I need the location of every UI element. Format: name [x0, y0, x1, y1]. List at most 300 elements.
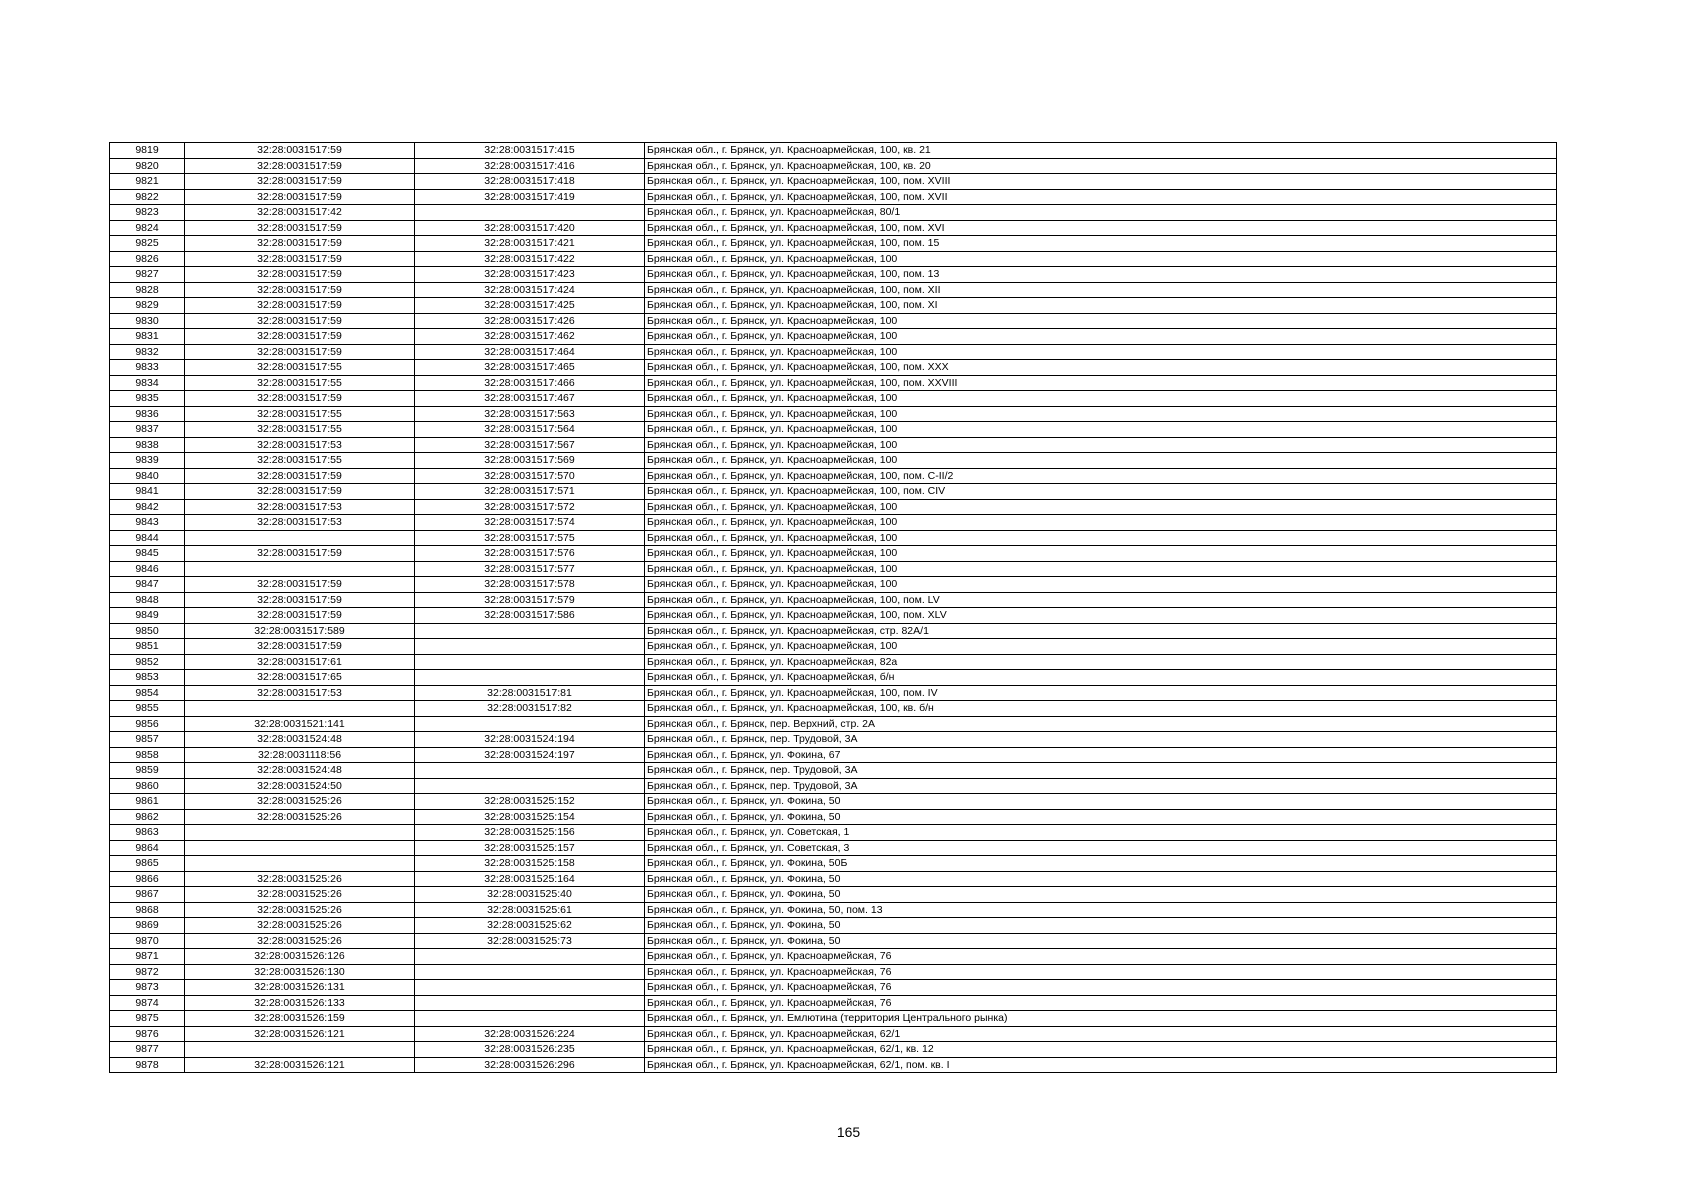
address-cell: Брянская обл., г. Брянск, ул. Красноармейская, 100: [645, 422, 1557, 438]
parcel-number-cell: 32:28:0031517:59: [185, 468, 415, 484]
address-cell: Брянская обл., г. Брянск, ул. Красноармейская, 100: [645, 344, 1557, 360]
address-cell: Брянская обл., г. Брянск, ул. Красноармейская, 100, пом. XLV: [645, 608, 1557, 624]
records-table: [109, 142, 1557, 1073]
parcel-number-cell: 32:28:0031517:59: [185, 189, 415, 205]
records-table-body: [110, 143, 1557, 1073]
object-number-cell: 32:28:0031525:164: [415, 871, 645, 887]
object-number-cell: 32:28:0031517:467: [415, 391, 645, 407]
address-cell: Брянская обл., г. Брянск, ул. Красноармейская, 62/1: [645, 1026, 1557, 1042]
table-row: [110, 577, 1557, 593]
object-number-cell: 32:28:0031517:574: [415, 515, 645, 531]
row-number-cell: 9819: [110, 143, 185, 159]
parcel-number-cell: 32:28:0031525:26: [185, 809, 415, 825]
parcel-number-cell: 32:28:0031517:59: [185, 391, 415, 407]
table-row: [110, 964, 1557, 980]
parcel-number-cell: 32:28:0031525:26: [185, 933, 415, 949]
row-number-cell: 9850: [110, 623, 185, 639]
parcel-number-cell: [185, 1042, 415, 1058]
object-number-cell: 32:28:0031517:571: [415, 484, 645, 500]
object-number-cell: [415, 995, 645, 1011]
address-cell: Брянская обл., г. Брянск, ул. Фокина, 50: [645, 918, 1557, 934]
parcel-number-cell: 32:28:0031517:59: [185, 236, 415, 252]
object-number-cell: 32:28:0031517:564: [415, 422, 645, 438]
table-row: [110, 871, 1557, 887]
object-number-cell: [415, 639, 645, 655]
table-row: [110, 670, 1557, 686]
object-number-cell: 32:28:0031517:586: [415, 608, 645, 624]
row-number-cell: 9820: [110, 158, 185, 174]
table-row: [110, 282, 1557, 298]
object-number-cell: 32:28:0031517:420: [415, 220, 645, 236]
table-row: [110, 251, 1557, 267]
table-row: [110, 902, 1557, 918]
object-number-cell: [415, 763, 645, 779]
row-number-cell: 9866: [110, 871, 185, 887]
object-number-cell: 32:28:0031517:465: [415, 360, 645, 376]
object-number-cell: 32:28:0031525:157: [415, 840, 645, 856]
object-number-cell: 32:28:0031517:464: [415, 344, 645, 360]
parcel-number-cell: 32:28:0031517:59: [185, 577, 415, 593]
row-number-cell: 9859: [110, 763, 185, 779]
table-row: [110, 778, 1557, 794]
object-number-cell: 32:28:0031517:577: [415, 561, 645, 577]
object-number-cell: 32:28:0031525:62: [415, 918, 645, 934]
table-row: [110, 794, 1557, 810]
address-cell: Брянская обл., г. Брянск, ул. Красноармейская, 100: [645, 313, 1557, 329]
table-row: [110, 406, 1557, 422]
row-number-cell: 9878: [110, 1057, 185, 1073]
table-row: [110, 267, 1557, 283]
row-number-cell: 9877: [110, 1042, 185, 1058]
row-number-cell: 9852: [110, 654, 185, 670]
row-number-cell: 9831: [110, 329, 185, 345]
row-number-cell: 9860: [110, 778, 185, 794]
parcel-number-cell: 32:28:0031525:26: [185, 902, 415, 918]
parcel-number-cell: 32:28:0031517:59: [185, 143, 415, 159]
page-number: 165: [836, 1124, 861, 1140]
row-number-cell: 9867: [110, 887, 185, 903]
address-cell: Брянская обл., г. Брянск, ул. Фокина, 50: [645, 809, 1557, 825]
object-number-cell: 32:28:0031524:197: [415, 747, 645, 763]
row-number-cell: 9873: [110, 980, 185, 996]
address-cell: Брянская обл., г. Брянск, ул. Красноармейская, 100, пом. 15: [645, 236, 1557, 252]
address-cell: Брянская обл., г. Брянск, пер. Трудовой, 3А: [645, 778, 1557, 794]
table-row: [110, 840, 1557, 856]
table-row: [110, 1011, 1557, 1027]
table-row: [110, 391, 1557, 407]
parcel-number-cell: 32:28:0031526:126: [185, 949, 415, 965]
address-cell: Брянская обл., г. Брянск, ул. Красноармейская, 100: [645, 515, 1557, 531]
table-row: [110, 468, 1557, 484]
table-row: [110, 515, 1557, 531]
address-cell: Брянская обл., г. Брянск, ул. Красноармейская, 62/1, пом. кв. I: [645, 1057, 1557, 1073]
address-cell: Брянская обл., г. Брянск, ул. Красноармейская, 76: [645, 949, 1557, 965]
address-cell: Брянская обл., г. Брянск, ул. Красноармейская, 100, пом. XVIII: [645, 174, 1557, 190]
table-row: [110, 685, 1557, 701]
parcel-number-cell: 32:28:0031517:55: [185, 375, 415, 391]
object-number-cell: 32:28:0031517:563: [415, 406, 645, 422]
address-cell: Брянская обл., г. Брянск, ул. Красноармейская, 100, пом. XVII: [645, 189, 1557, 205]
object-number-cell: 32:28:0031517:424: [415, 282, 645, 298]
table-row: [110, 592, 1557, 608]
object-number-cell: 32:28:0031525:61: [415, 902, 645, 918]
parcel-number-cell: 32:28:0031524:50: [185, 778, 415, 794]
object-number-cell: 32:28:0031517:423: [415, 267, 645, 283]
table-row: [110, 1042, 1557, 1058]
table-row: [110, 654, 1557, 670]
address-cell: Брянская обл., г. Брянск, ул. Фокина, 50: [645, 887, 1557, 903]
parcel-number-cell: 32:28:0031524:48: [185, 763, 415, 779]
table-row: [110, 220, 1557, 236]
address-cell: Брянская обл., г. Брянск, ул. Красноармейская, 82а: [645, 654, 1557, 670]
table-row: [110, 360, 1557, 376]
object-number-cell: 32:28:0031517:425: [415, 298, 645, 314]
address-cell: Брянская обл., г. Брянск, ул. Красноармейская, 100, пом. XXVIII: [645, 375, 1557, 391]
object-number-cell: 32:28:0031517:575: [415, 530, 645, 546]
table-row: [110, 189, 1557, 205]
object-number-cell: 32:28:0031517:416: [415, 158, 645, 174]
address-cell: Брянская обл., г. Брянск, ул. Красноармейская, 62/1, кв. 12: [645, 1042, 1557, 1058]
table-row: [110, 716, 1557, 732]
address-cell: Брянская обл., г. Брянск, ул. Красноармейская, 100: [645, 546, 1557, 562]
address-cell: Брянская обл., г. Брянск, ул. Красноармейская, 100: [645, 577, 1557, 593]
row-number-cell: 9826: [110, 251, 185, 267]
address-cell: Брянская обл., г. Брянск, ул. Красноармейская, 76: [645, 980, 1557, 996]
row-number-cell: 9856: [110, 716, 185, 732]
table-row: [110, 298, 1557, 314]
table-row: [110, 1026, 1557, 1042]
row-number-cell: 9821: [110, 174, 185, 190]
table-row: [110, 608, 1557, 624]
object-number-cell: 32:28:0031525:154: [415, 809, 645, 825]
parcel-number-cell: [185, 701, 415, 717]
row-number-cell: 9847: [110, 577, 185, 593]
address-cell: Брянская обл., г. Брянск, ул. Красноармейская, 100, пом. LV: [645, 592, 1557, 608]
object-number-cell: 32:28:0031517:567: [415, 437, 645, 453]
row-number-cell: 9861: [110, 794, 185, 810]
row-number-cell: 9858: [110, 747, 185, 763]
address-cell: Брянская обл., г. Брянск, ул. Красноармейская, 100, пом. IV: [645, 685, 1557, 701]
object-number-cell: 32:28:0031517:462: [415, 329, 645, 345]
parcel-number-cell: 32:28:0031526:159: [185, 1011, 415, 1027]
table-row: [110, 701, 1557, 717]
parcel-number-cell: 32:28:0031517:59: [185, 608, 415, 624]
parcel-number-cell: 32:28:0031118:56: [185, 747, 415, 763]
object-number-cell: [415, 964, 645, 980]
row-number-cell: 9862: [110, 809, 185, 825]
object-number-cell: [415, 623, 645, 639]
parcel-number-cell: 32:28:0031521:141: [185, 716, 415, 732]
row-number-cell: 9849: [110, 608, 185, 624]
parcel-number-cell: 32:28:0031517:59: [185, 158, 415, 174]
row-number-cell: 9868: [110, 902, 185, 918]
parcel-number-cell: 32:28:0031517:53: [185, 437, 415, 453]
row-number-cell: 9871: [110, 949, 185, 965]
table-row: [110, 453, 1557, 469]
parcel-number-cell: 32:28:0031517:42: [185, 205, 415, 221]
row-number-cell: 9865: [110, 856, 185, 872]
parcel-number-cell: 32:28:0031526:121: [185, 1026, 415, 1042]
object-number-cell: 32:28:0031517:81: [415, 685, 645, 701]
row-number-cell: 9839: [110, 453, 185, 469]
parcel-number-cell: 32:28:0031526:133: [185, 995, 415, 1011]
row-number-cell: 9837: [110, 422, 185, 438]
address-cell: Брянская обл., г. Брянск, ул. Фокина, 67: [645, 747, 1557, 763]
address-cell: Брянская обл., г. Брянск, ул. Красноармейская, б/н: [645, 670, 1557, 686]
table-row: [110, 732, 1557, 748]
object-number-cell: [415, 654, 645, 670]
object-number-cell: 32:28:0031526:296: [415, 1057, 645, 1073]
row-number-cell: 9843: [110, 515, 185, 531]
parcel-number-cell: 32:28:0031524:48: [185, 732, 415, 748]
table-row: [110, 344, 1557, 360]
row-number-cell: 9832: [110, 344, 185, 360]
object-number-cell: 32:28:0031525:152: [415, 794, 645, 810]
table-row: [110, 484, 1557, 500]
row-number-cell: 9824: [110, 220, 185, 236]
parcel-number-cell: 32:28:0031517:59: [185, 220, 415, 236]
parcel-number-cell: 32:28:0031526:131: [185, 980, 415, 996]
parcel-number-cell: 32:28:0031525:26: [185, 871, 415, 887]
object-number-cell: 32:28:0031517:570: [415, 468, 645, 484]
parcel-number-cell: 32:28:0031517:59: [185, 546, 415, 562]
address-cell: Брянская обл., г. Брянск, ул. Фокина, 50, пом. 13: [645, 902, 1557, 918]
object-number-cell: 32:28:0031517:466: [415, 375, 645, 391]
table-row: [110, 143, 1557, 159]
row-number-cell: 9830: [110, 313, 185, 329]
object-number-cell: 32:28:0031524:194: [415, 732, 645, 748]
address-cell: Брянская обл., г. Брянск, ул. Красноармейская, 100, пом. XVI: [645, 220, 1557, 236]
row-number-cell: 9840: [110, 468, 185, 484]
address-cell: Брянская обл., г. Брянск, ул. Красноармейская, 100, пом. С-II/2: [645, 468, 1557, 484]
parcel-number-cell: 32:28:0031525:26: [185, 887, 415, 903]
object-number-cell: 32:28:0031517:418: [415, 174, 645, 190]
table-row: [110, 329, 1557, 345]
parcel-number-cell: 32:28:0031517:59: [185, 639, 415, 655]
address-cell: Брянская обл., г. Брянск, пер. Верхний, стр. 2А: [645, 716, 1557, 732]
address-cell: Брянская обл., г. Брянск, ул. Красноармейская, 76: [645, 995, 1557, 1011]
address-cell: Брянская обл., г. Брянск, ул. Красноармейская, 100, пом. 13: [645, 267, 1557, 283]
object-number-cell: 32:28:0031517:422: [415, 251, 645, 267]
object-number-cell: [415, 205, 645, 221]
parcel-number-cell: 32:28:0031517:59: [185, 344, 415, 360]
address-cell: Брянская обл., г. Брянск, ул. Фокина, 50Б: [645, 856, 1557, 872]
address-cell: Брянская обл., г. Брянск, ул. Красноармейская, 100, кв. 20: [645, 158, 1557, 174]
parcel-number-cell: 32:28:0031517:59: [185, 313, 415, 329]
row-number-cell: 9833: [110, 360, 185, 376]
row-number-cell: 9822: [110, 189, 185, 205]
object-number-cell: 32:28:0031525:73: [415, 933, 645, 949]
parcel-number-cell: 32:28:0031517:55: [185, 360, 415, 376]
row-number-cell: 9872: [110, 964, 185, 980]
parcel-number-cell: 32:28:0031517:59: [185, 484, 415, 500]
address-cell: Брянская обл., г. Брянск, ул. Фокина, 50: [645, 794, 1557, 810]
row-number-cell: 9857: [110, 732, 185, 748]
object-number-cell: 32:28:0031517:579: [415, 592, 645, 608]
address-cell: Брянская обл., г. Брянск, ул. Красноармейская, 100: [645, 639, 1557, 655]
parcel-number-cell: 32:28:0031517:55: [185, 406, 415, 422]
table-row: [110, 205, 1557, 221]
row-number-cell: 9875: [110, 1011, 185, 1027]
parcel-number-cell: [185, 840, 415, 856]
row-number-cell: 9841: [110, 484, 185, 500]
parcel-number-cell: 32:28:0031517:59: [185, 592, 415, 608]
table-row: [110, 809, 1557, 825]
address-cell: Брянская обл., г. Брянск, ул. Советская, 1: [645, 825, 1557, 841]
parcel-number-cell: [185, 561, 415, 577]
table-row: [110, 623, 1557, 639]
parcel-number-cell: 32:28:0031517:55: [185, 453, 415, 469]
address-cell: Брянская обл., г. Брянск, ул. Красноармейская, 100: [645, 561, 1557, 577]
table-row: [110, 918, 1557, 934]
table-row: [110, 561, 1557, 577]
address-cell: Брянская обл., г. Брянск, ул. Емлютина (территория Центрального рынка): [645, 1011, 1557, 1027]
row-number-cell: 9844: [110, 530, 185, 546]
row-number-cell: 9842: [110, 499, 185, 515]
object-number-cell: 32:28:0031517:578: [415, 577, 645, 593]
address-cell: Брянская обл., г. Брянск, ул. Красноармейская, 100, пом. XI: [645, 298, 1557, 314]
table-row: [110, 1057, 1557, 1073]
parcel-number-cell: [185, 530, 415, 546]
address-cell: Брянская обл., г. Брянск, ул. Красноармейская, 100, кв. б/н: [645, 701, 1557, 717]
parcel-number-cell: 32:28:0031517:55: [185, 422, 415, 438]
address-cell: Брянская обл., г. Брянск, ул. Фокина, 50: [645, 871, 1557, 887]
row-number-cell: 9855: [110, 701, 185, 717]
object-number-cell: [415, 949, 645, 965]
table-row: [110, 856, 1557, 872]
table-row: [110, 949, 1557, 965]
table-row: [110, 375, 1557, 391]
row-number-cell: 9827: [110, 267, 185, 283]
address-cell: Брянская обл., г. Брянск, пер. Трудовой, 3А: [645, 763, 1557, 779]
address-cell: Брянская обл., г. Брянск, ул. Красноармейская, стр. 82А/1: [645, 623, 1557, 639]
table-row: [110, 422, 1557, 438]
parcel-number-cell: 32:28:0031517:59: [185, 267, 415, 283]
parcel-number-cell: 32:28:0031517:59: [185, 329, 415, 345]
object-number-cell: 32:28:0031526:224: [415, 1026, 645, 1042]
row-number-cell: 9846: [110, 561, 185, 577]
address-cell: Брянская обл., г. Брянск, ул. Красноармейская, 100: [645, 391, 1557, 407]
parcel-number-cell: 32:28:0031517:61: [185, 654, 415, 670]
row-number-cell: 9876: [110, 1026, 185, 1042]
object-number-cell: 32:28:0031517:569: [415, 453, 645, 469]
object-number-cell: 32:28:0031525:40: [415, 887, 645, 903]
parcel-number-cell: [185, 825, 415, 841]
object-number-cell: [415, 670, 645, 686]
parcel-number-cell: 32:28:0031517:59: [185, 174, 415, 190]
object-number-cell: 32:28:0031517:426: [415, 313, 645, 329]
object-number-cell: 32:28:0031526:235: [415, 1042, 645, 1058]
row-number-cell: 9829: [110, 298, 185, 314]
object-number-cell: 32:28:0031525:156: [415, 825, 645, 841]
row-number-cell: 9845: [110, 546, 185, 562]
row-number-cell: 9863: [110, 825, 185, 841]
table-row: [110, 639, 1557, 655]
table-row: [110, 546, 1557, 562]
row-number-cell: 9851: [110, 639, 185, 655]
object-number-cell: [415, 980, 645, 996]
address-cell: Брянская обл., г. Брянск, пер. Трудовой, 3А: [645, 732, 1557, 748]
address-cell: Брянская обл., г. Брянск, ул. Красноармейская, 100: [645, 437, 1557, 453]
row-number-cell: 9874: [110, 995, 185, 1011]
table-row: [110, 236, 1557, 252]
address-cell: Брянская обл., г. Брянск, ул. Красноармейская, 100: [645, 453, 1557, 469]
object-number-cell: 32:28:0031517:415: [415, 143, 645, 159]
table-row: [110, 313, 1557, 329]
object-number-cell: 32:28:0031517:419: [415, 189, 645, 205]
table-row: [110, 825, 1557, 841]
row-number-cell: 9864: [110, 840, 185, 856]
address-cell: Брянская обл., г. Брянск, ул. Красноармейская, 100: [645, 530, 1557, 546]
row-number-cell: 9853: [110, 670, 185, 686]
table-row: [110, 437, 1557, 453]
row-number-cell: 9828: [110, 282, 185, 298]
object-number-cell: 32:28:0031517:421: [415, 236, 645, 252]
row-number-cell: 9870: [110, 933, 185, 949]
table-row: [110, 980, 1557, 996]
table-row: [110, 174, 1557, 190]
object-number-cell: 32:28:0031517:572: [415, 499, 645, 515]
object-number-cell: [415, 778, 645, 794]
row-number-cell: 9834: [110, 375, 185, 391]
row-number-cell: 9848: [110, 592, 185, 608]
row-number-cell: 9838: [110, 437, 185, 453]
row-number-cell: 9823: [110, 205, 185, 221]
table-row: [110, 499, 1557, 515]
object-number-cell: 32:28:0031517:576: [415, 546, 645, 562]
table-row: [110, 158, 1557, 174]
parcel-number-cell: [185, 856, 415, 872]
address-cell: Брянская обл., г. Брянск, ул. Фокина, 50: [645, 933, 1557, 949]
object-number-cell: 32:28:0031525:158: [415, 856, 645, 872]
parcel-number-cell: 32:28:0031526:121: [185, 1057, 415, 1073]
parcel-number-cell: 32:28:0031525:26: [185, 918, 415, 934]
table-row: [110, 933, 1557, 949]
parcel-number-cell: 32:28:0031517:53: [185, 685, 415, 701]
table-row: [110, 747, 1557, 763]
parcel-number-cell: 32:28:0031517:53: [185, 515, 415, 531]
object-number-cell: [415, 716, 645, 732]
table-row: [110, 530, 1557, 546]
address-cell: Брянская обл., г. Брянск, ул. Красноармейская, 100: [645, 251, 1557, 267]
parcel-number-cell: 32:28:0031517:65: [185, 670, 415, 686]
object-number-cell: 32:28:0031517:82: [415, 701, 645, 717]
parcel-number-cell: 32:28:0031517:59: [185, 298, 415, 314]
address-cell: Брянская обл., г. Брянск, ул. Красноармейская, 100: [645, 329, 1557, 345]
parcel-number-cell: 32:28:0031517:59: [185, 282, 415, 298]
address-cell: Брянская обл., г. Брянск, ул. Красноармейская, 100, пом. XXX: [645, 360, 1557, 376]
address-cell: Брянская обл., г. Брянск, ул. Красноармейская, 100, пом. CIV: [645, 484, 1557, 500]
parcel-number-cell: 32:28:0031526:130: [185, 964, 415, 980]
row-number-cell: 9835: [110, 391, 185, 407]
address-cell: Брянская обл., г. Брянск, ул. Красноармейская, 80/1: [645, 205, 1557, 221]
row-number-cell: 9869: [110, 918, 185, 934]
address-cell: Брянская обл., г. Брянск, ул. Красноармейская, 100: [645, 406, 1557, 422]
address-cell: Брянская обл., г. Брянск, ул. Красноармейская, 100, кв. 21: [645, 143, 1557, 159]
parcel-number-cell: 32:28:0031517:59: [185, 251, 415, 267]
address-cell: Брянская обл., г. Брянск, ул. Красноармейская, 76: [645, 964, 1557, 980]
parcel-number-cell: 32:28:0031525:26: [185, 794, 415, 810]
row-number-cell: 9836: [110, 406, 185, 422]
object-number-cell: [415, 1011, 645, 1027]
address-cell: Брянская обл., г. Брянск, ул. Советская, 3: [645, 840, 1557, 856]
address-cell: Брянская обл., г. Брянск, ул. Красноармейская, 100: [645, 499, 1557, 515]
address-cell: Брянская обл., г. Брянск, ул. Красноармейская, 100, пом. XII: [645, 282, 1557, 298]
table-row: [110, 887, 1557, 903]
table-row: [110, 763, 1557, 779]
row-number-cell: 9825: [110, 236, 185, 252]
parcel-number-cell: 32:28:0031517:53: [185, 499, 415, 515]
